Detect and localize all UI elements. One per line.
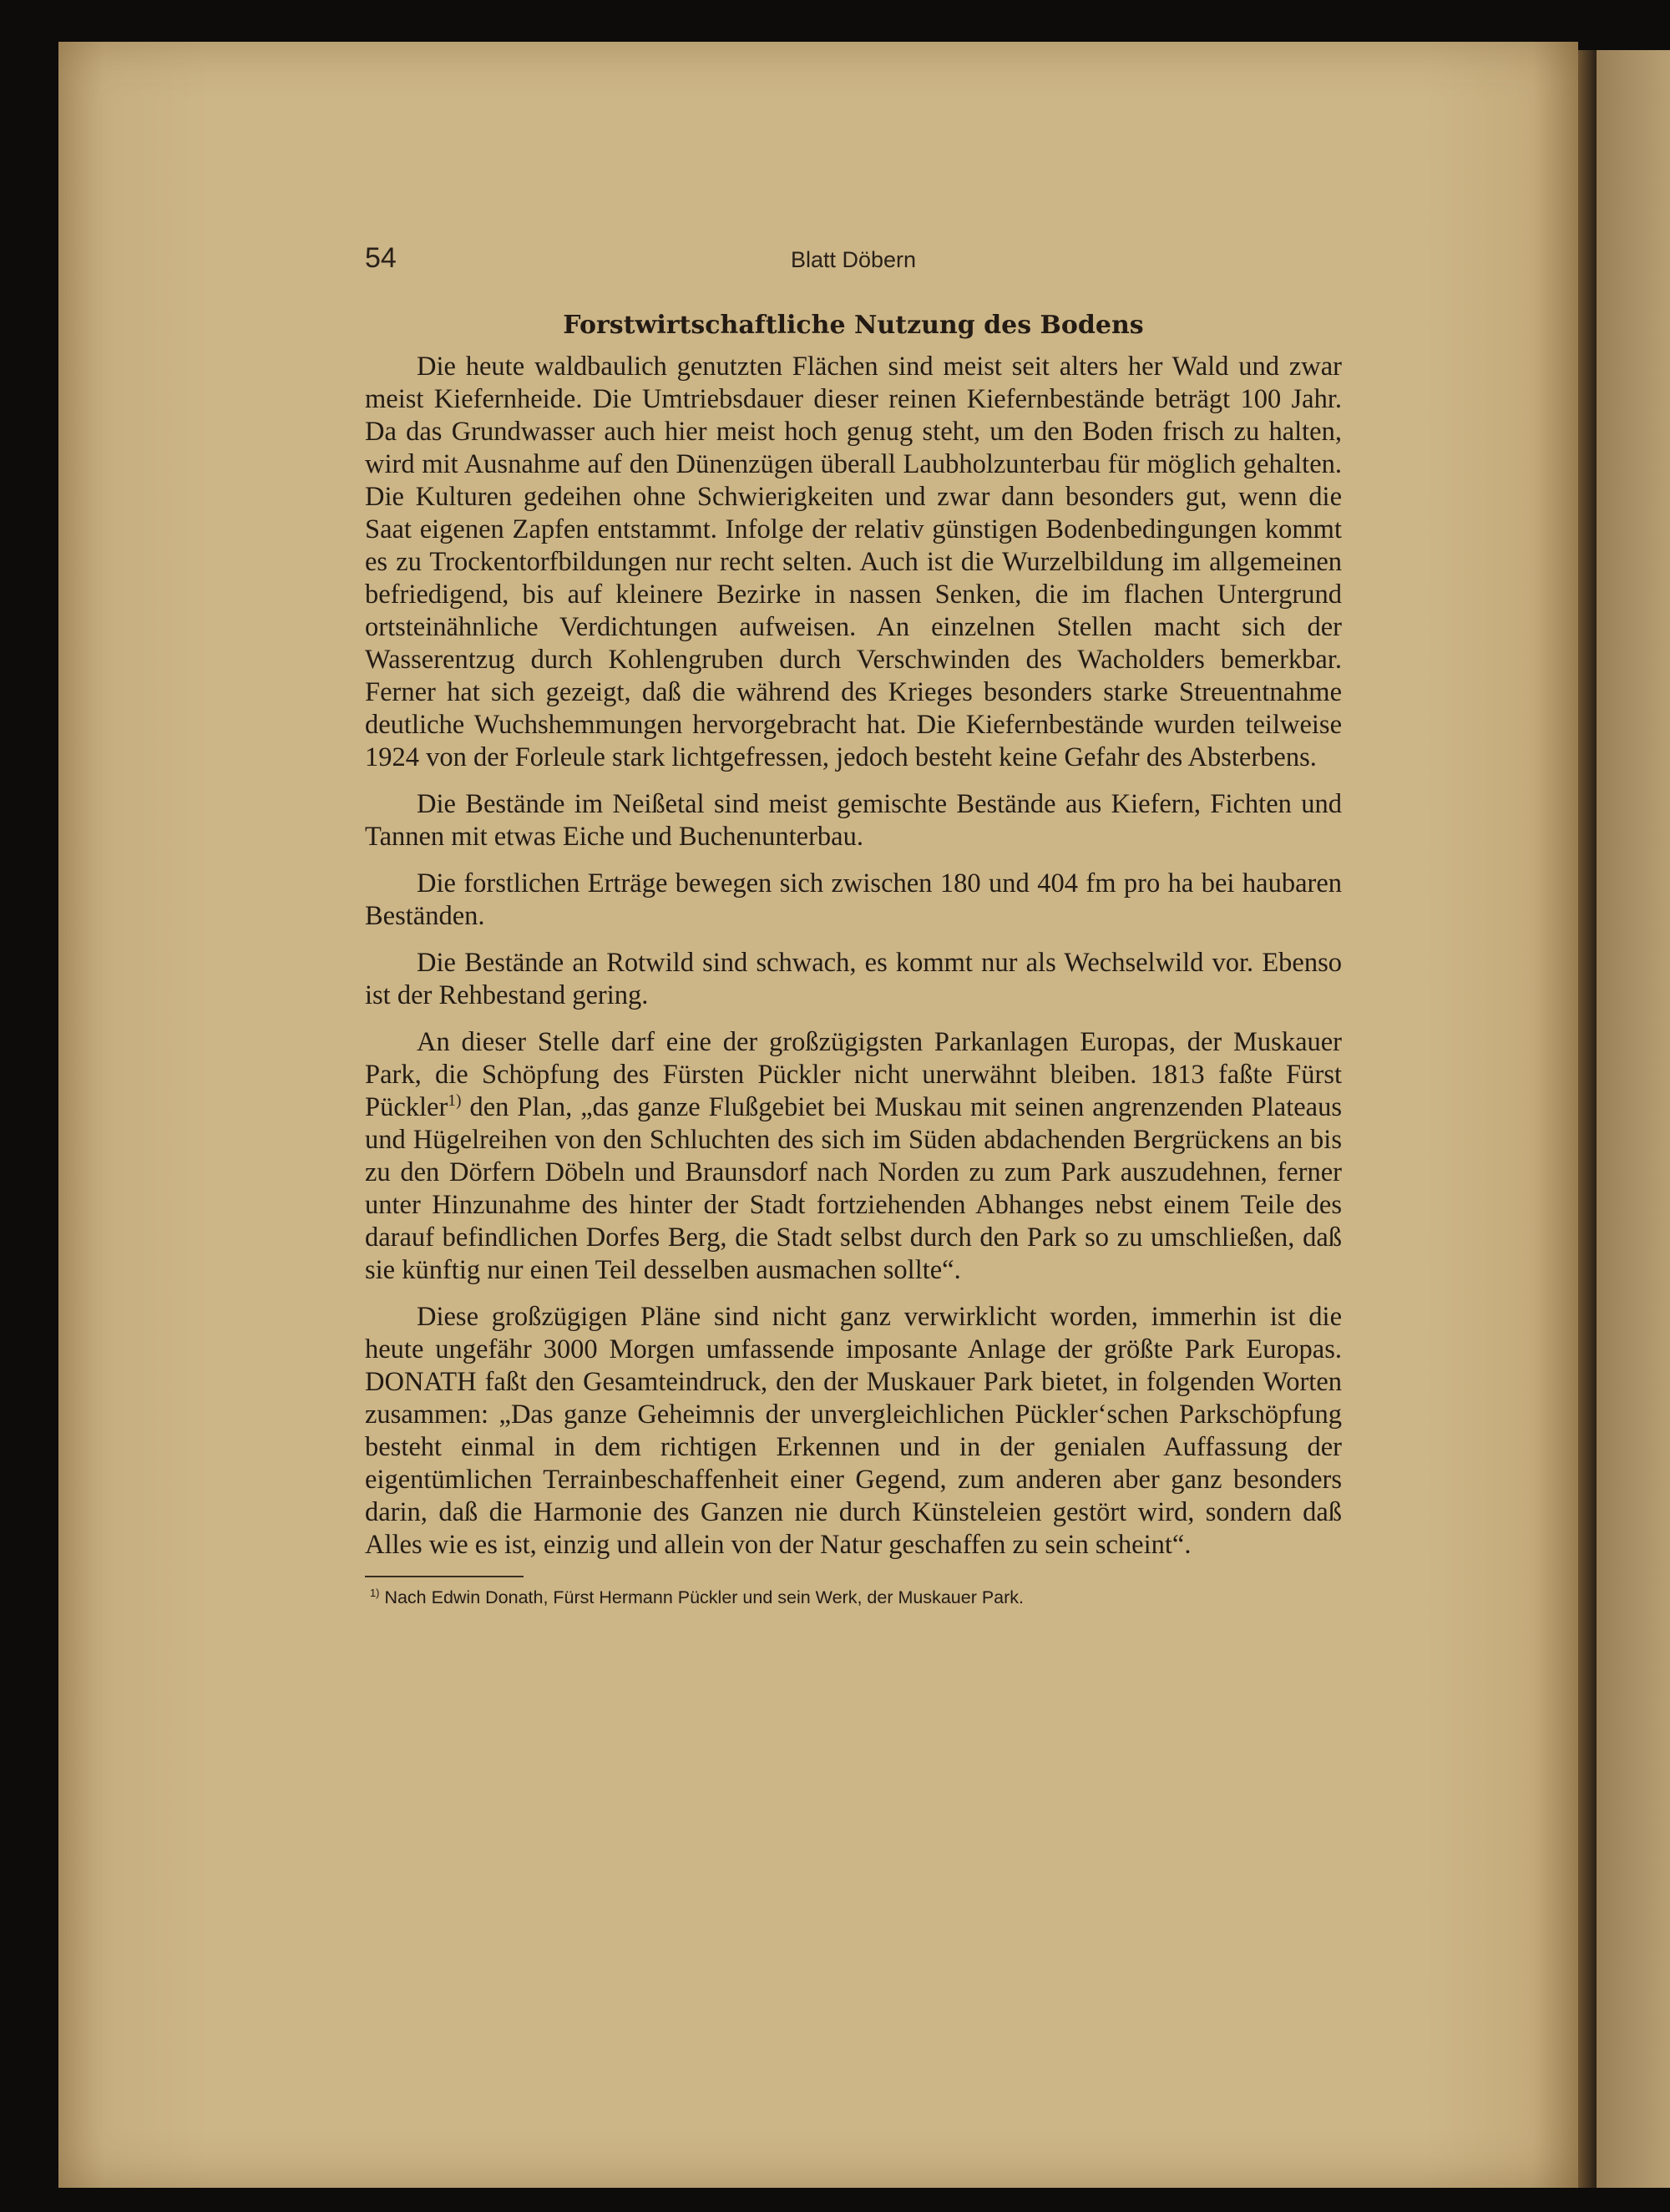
footnote: [365, 1586, 1342, 1609]
footnote-divider: [365, 1576, 524, 1577]
footnote-text: Nach Edwin Donath, Fürst Hermann Pückler und sein Werk, der Muskauer Park.: [379, 1587, 1025, 1607]
footnote-reference: 1): [448, 1092, 462, 1111]
paragraph-yields: Die forstlichen Erträge bewegen sich zwischen 180 und 404 fm pro ha bei haubaren Beständen.: [365, 868, 1342, 931]
footnote-marker: 1): [370, 1586, 380, 1599]
paragraph-game: Die Bestände an Rotwild sind schwach, es kommt nur als Wechselwild vor. Ebenso ist der Rehbestand gering.: [365, 948, 1342, 1010]
running-head: Blatt Döbern: [790, 247, 917, 272]
page-content: [365, 309, 1342, 1609]
paragraph-muskau-park: [365, 1026, 1342, 1287]
page-number: 54: [365, 242, 397, 274]
paragraph-park-text-2: den Plan, „das ganze Flußgebiet bei Muskau mit seinen angrenzenden Plateaus und Hügelreihen von den Schluchten des sich im Süden abdachenden Bergrückens an bis zu den Dörfern Döbeln und Braunsdorf nach Norden zu zum Park auszudehnen, ferner unter Hinzunahme des hinter der Stadt fortziehenden Abhanges nebst einem Teile des darauf befindlichen Dorfes Berg, die Stadt selbst durch den Park so zu umschließen, daß sie künftig nur einen Teil desselben ausmachen sollte“.: [365, 1092, 1342, 1285]
facing-page-edge: [1597, 50, 1670, 2188]
paragraph-donath-quote: Diese großzügigen Pläne sind nicht ganz verwirklicht worden, immerhin ist die heute ungefähr 3000 Morgen umfassende imposante Anlage der größte Park Europas. DONATH faßt den Gesamteindruck, den der Muskauer Park bietet, in folgenden Worten zusammen: „Das ganze Geheimnis der unvergleichlichen Pückler‘schen Parkschöpfung besteht einmal in dem richtigen Erkennen und in der genialen Auffassung der eigentümlichen Terrainbeschaffenheit einer Gegend, zum anderen aber ganz besonders darin, daß die Harmonie des Ganzen nie durch Künsteleien gestört wird, sondern daß Alles wie es ist, einzig und allein von der Natur geschaffen zu sein scheint“.: [365, 1302, 1342, 1560]
paragraph-forest-use: Die heute waldbaulich genutzten Flächen sind meist seit alters her Wald und zwar meist Kiefernheide. Die Umtriebsdauer dieser reinen Kiefernbestände beträgt 100 Jahr. Da das Grundwasser auch hier meist hoch genug steht, um den Boden frisch zu halten, wird mit Ausnahme auf den Dünenzügen überall Laubholzunterbau für möglich gehalten. Die Kulturen gedeihen ohne Schwierigkeiten und zwar dann besonders gut, wenn die Saat eigenen Zapfen entstammt. Infolge der relativ günstigen Bodenbedingungen kommt es zu Trockentorfbildungen nur recht selten. Auch ist die Wurzelbildung im allgemeinen befriedigend, bis auf kleinere Bezirke in nassen Senken, die im flachen Untergrund ortsteinähnliche Verdichtungen aufweisen. An einzelnen Stellen macht sich der Wasserentzug durch Kohlengruben durch Verschwinden des Wacholders bemerkbar. Ferner hat sich gezeigt, daß die während des Krieges besonders starke Streuentnahme deutliche Wuchshemmungen hervorgebracht hat. Die Kiefernbestände wurden teilweise 1924 von der Forleule stark lichtgefressen, jedoch besteht keine Gefahr des Absterbens.: [365, 352, 1342, 772]
paragraph-neisse-valley: Die Bestände im Neißetal sind meist gemischte Bestände aus Kiefern, Fichten und Tannen mit etwas Eiche und Buchenunterbau.: [365, 789, 1342, 852]
page-header: [365, 242, 1342, 276]
book-spine: [1578, 50, 1597, 2188]
paragraph-park-text-1: An dieser Stelle darf eine der großzügigsten Parkanlagen Europas, der Muskauer Park, die Schöpfung des Fürsten Pückler nicht unerwähnt bleiben. 1813 faßte Fürst Pückler: [365, 1027, 1342, 1122]
section-title: Forstwirtschaftliche Nutzung des Bodens: [563, 311, 1144, 340]
